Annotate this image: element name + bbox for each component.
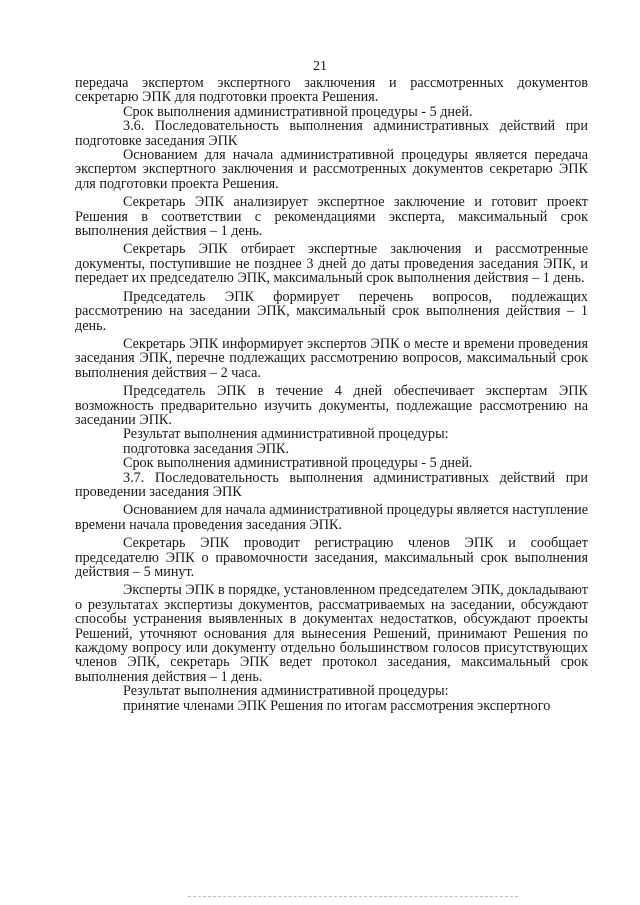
paragraph: Секретарь ЭПК отбирает экспертные заключения и рассмотренные документы, поступившие не позднее 3 дней до даты проведения заседания ЭПК, и передает их председателю ЭПК, максимальный срок выполнения действия – 1 день. <box>75 241 588 287</box>
section-heading-3-7: 3.7. Последовательность выполнения административных действий при проведении заседания ЭПК <box>75 469 588 500</box>
body-text <box>75 76 588 713</box>
paragraph: Председатель ЭПК формирует перечень вопросов, подлежащих рассмотрению на заседании ЭПК, максимальный срок выполнения действия – 1 день. <box>75 288 588 334</box>
paragraph: Основанием для начала административной процедуры является передача экспертом экспертного заключения и рассмотренных документов секретарю ЭПК для подготовки проекта Решения. <box>75 147 588 192</box>
paragraph: Секретарь ЭПК проводит регистрацию членов ЭПК и сообщает председателю ЭПК о правомочности заседания, максимальный срок выполнения действия – 5 минут. <box>75 535 588 580</box>
paragraph-result-label: Результат выполнения административной процедуры: <box>123 426 449 443</box>
paragraph-continuation: передача экспертом экспертного заключения и рассмотренных документов секретарю ЭПК для подготовки проекта Решения. <box>75 75 588 106</box>
paragraph: Секретарь ЭПК анализирует экспертное заключение и готовит проект Решения в соответствии с рекомендациями эксперта, максимальный срок выполнения действия – 1 день. <box>75 194 588 240</box>
paragraph-term: Срок выполнения административной процедуры - 5 дней. <box>123 455 473 472</box>
paragraph-term: Срок выполнения административной процедуры - 5 дней. <box>123 103 473 120</box>
section-heading-3-6: 3.6. Последовательность выполнения административных действий при подготовке заседания ЭПК <box>75 118 588 149</box>
paragraph: Секретарь ЭПК информирует экспертов ЭПК о месте и времени проведения заседания ЭПК, перечне подлежащих рассмотрению вопросов, максимальный срок выполнения действия – 2 часа. <box>75 335 588 381</box>
paragraph: Председатель ЭПК в течение 4 дней обеспечивает экспертам ЭПК возможность предварительно изучить документы, подлежащие рассмотрению на заседании ЭПК. <box>75 383 588 428</box>
paragraph-result-label: Результат выполнения административной процедуры: <box>123 683 449 700</box>
paragraph-result: подготовка заседания ЭПК. <box>123 440 290 457</box>
scan-edge-divider <box>188 896 518 898</box>
page-number: 21 <box>313 59 327 74</box>
paragraph: Основанием для начала административной процедуры является наступление времени начала проведения заседания ЭПК. <box>75 502 588 533</box>
paragraph: Эксперты ЭПК в порядке, установленном председателем ЭПК, докладывают о результатах экспертизы документов, рассматриваемых на заседании, обсуждают способы устранения выявленных в документах недостатков, обсуждают проекты Решений, уточняют основания для вынесения Решений, принимают Решения по каждому вопросу или документу отдельно большинством голосов присутствующих членов ЭПК, секретарь ЭПК ведет протокол заседания, максимальный срок выполнения действия – 1 день. <box>75 582 588 685</box>
paragraph-result: принятие членами ЭПК Решения по итогам рассмотрения экспертного <box>123 697 551 714</box>
